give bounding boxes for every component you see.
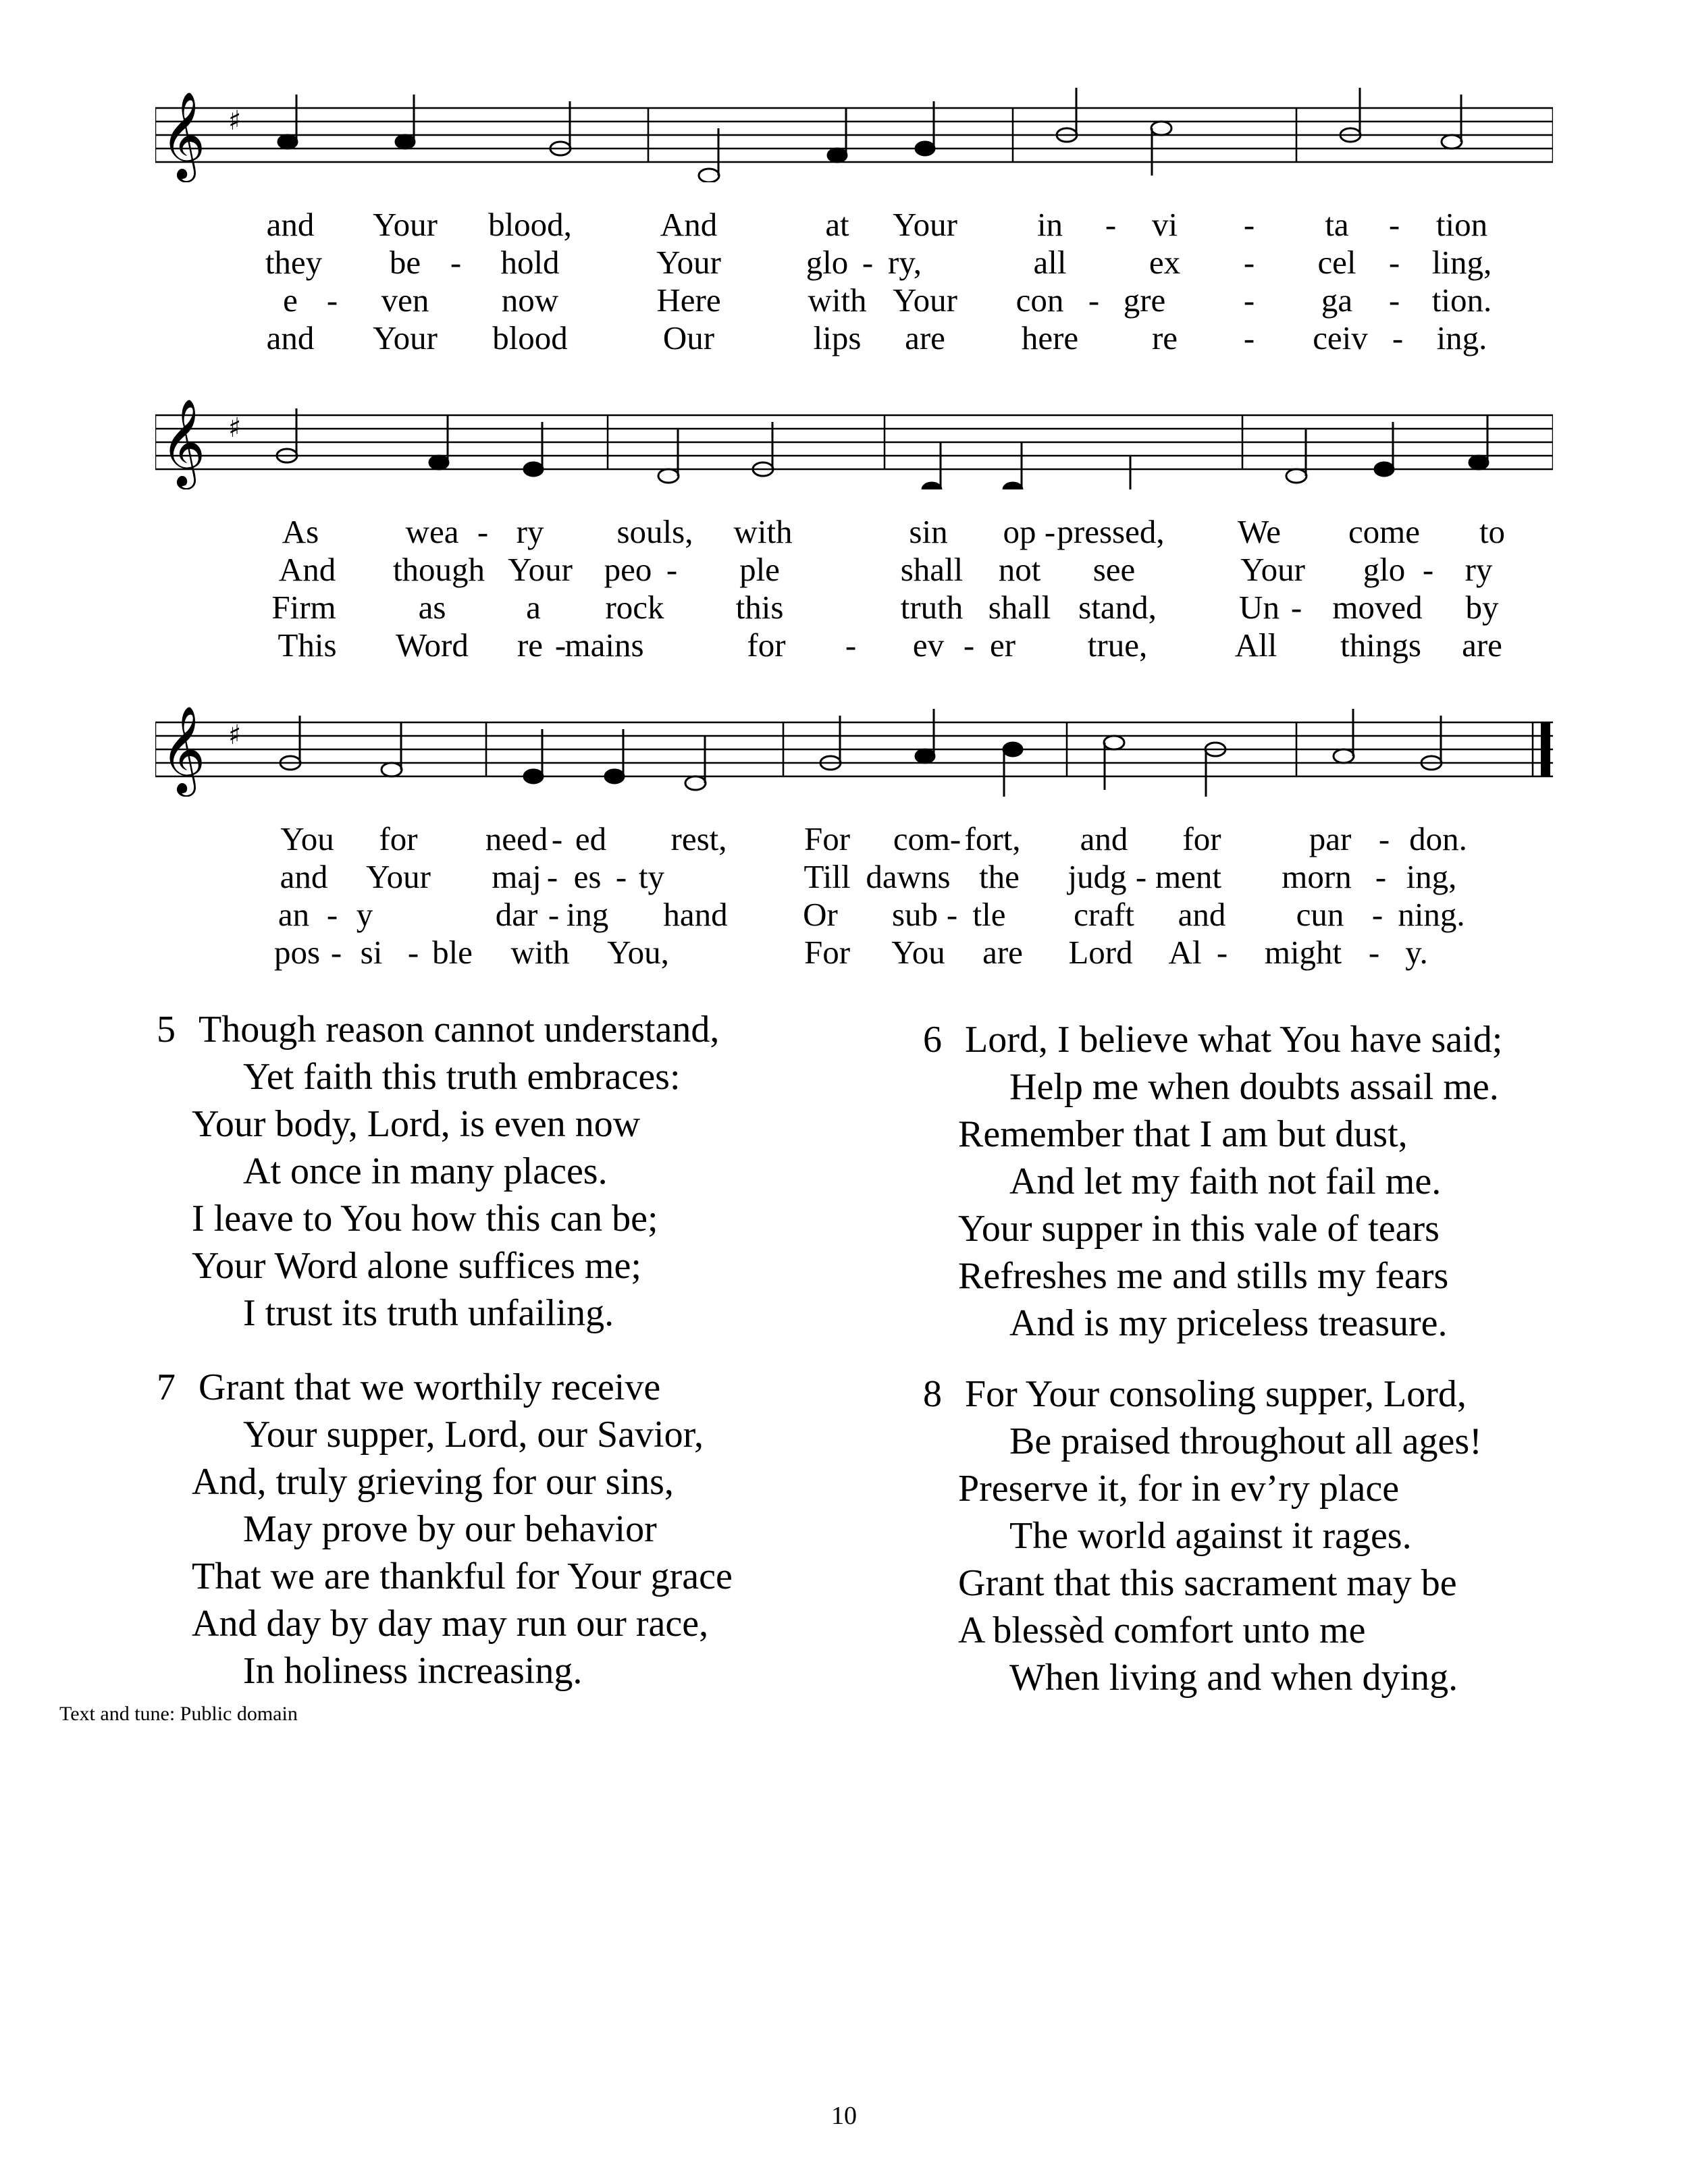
lyric-syllable: be	[389, 244, 421, 281]
hyphen: -	[1243, 244, 1255, 281]
verse-line: Help me when doubts assail me.	[1009, 1066, 1499, 1108]
lyric-line	[155, 934, 1553, 971]
lyric-syllable: for	[379, 820, 418, 857]
lyric-syllable: judg	[1067, 858, 1127, 895]
lyric-syllable: need	[485, 820, 548, 857]
lyric-syllable: truth	[900, 589, 964, 626]
lyric-syllable: rest,	[670, 820, 727, 857]
hyphen: -	[1388, 244, 1400, 281]
final-barline	[1541, 722, 1550, 776]
lyric-syllable: mains	[564, 627, 644, 664]
hyphen: -	[949, 820, 961, 857]
verse-line: Refreshes me and stills my fears	[958, 1255, 1449, 1297]
hyphen: -	[450, 244, 462, 281]
lyric-line	[155, 513, 1553, 551]
verse-line: When living and when dying.	[1009, 1657, 1458, 1699]
treble-clef-icon: 𝄞	[161, 91, 206, 179]
verse-line: Preserve it, for in ev’ry place	[958, 1468, 1400, 1510]
lyric-line	[155, 896, 1553, 934]
page-number: 10	[831, 2102, 857, 2130]
verse-number: 8	[923, 1373, 942, 1415]
verse-line: I leave to You how this can be;	[192, 1198, 658, 1240]
lyric-syllable: might	[1264, 934, 1342, 971]
verse-5	[157, 1006, 719, 1337]
verse-6	[923, 1016, 1502, 1347]
verse-line: At once in many places.	[243, 1150, 608, 1192]
hyphen: -	[1243, 282, 1255, 319]
lyric-syllable: and	[266, 319, 315, 356]
lyric-line	[155, 244, 1553, 282]
lyric-syllable: ment	[1155, 858, 1221, 895]
hyphen: -	[1290, 589, 1302, 626]
hyphen: -	[845, 627, 857, 664]
lyric-syllable: We	[1237, 513, 1282, 550]
lyric-syllable: Firm	[271, 589, 336, 626]
lyric-syllable: re	[1151, 319, 1178, 356]
lyric-syllable: all	[1033, 244, 1067, 281]
hyphen: -	[548, 896, 560, 933]
verse-line: Your supper, Lord, our Savior,	[243, 1414, 704, 1456]
lyric-syllable: shall	[900, 551, 964, 588]
lyric-syllable: for	[1182, 820, 1221, 857]
lyric-syllable: shall	[988, 589, 1051, 626]
verse-line: A blessèd comfort unto me	[958, 1609, 1366, 1651]
lyric-syllable: they	[265, 244, 323, 281]
hyphen: -	[546, 858, 558, 895]
verse-line: Remember that I am but dust,	[958, 1113, 1408, 1155]
lyric-syllable: with	[510, 934, 570, 971]
lyric-syllable: an	[278, 896, 310, 933]
lyric-syllable: maj	[492, 858, 542, 895]
lyric-syllable: Your	[366, 858, 431, 895]
lyric-syllable: Here	[656, 282, 721, 319]
lyric-syllable: lips	[813, 319, 862, 356]
lyric-syllable: es	[573, 858, 602, 895]
lyric-syllable: This	[278, 627, 337, 664]
lyric-syllable: are	[1462, 627, 1502, 664]
lyric-syllable: Lord	[1068, 934, 1133, 971]
lyric-syllable: and	[1080, 820, 1128, 857]
lyric-syllable: Your	[656, 244, 721, 281]
hyphen: -	[1243, 319, 1255, 356]
lyric-syllable: com	[893, 820, 951, 857]
verse-line: Your supper in this vale of tears	[958, 1208, 1440, 1250]
lyric-syllable: pos	[273, 934, 321, 971]
hyphen: -	[551, 820, 563, 857]
lyric-syllable: For	[803, 934, 851, 971]
lyric-syllable: hold	[500, 244, 560, 281]
lyric-line	[155, 206, 1553, 244]
lyric-syllable: with	[808, 282, 867, 319]
verse-line: And day by day may run our race,	[192, 1603, 709, 1645]
lyric-syllable: ceiv	[1313, 319, 1368, 356]
lyric-syllable: here	[1021, 319, 1079, 356]
lyric-syllable: now	[501, 282, 559, 319]
lyric-syllable: ble	[432, 934, 473, 971]
lyric-syllable: glo	[1363, 551, 1406, 588]
hyphen: -	[1216, 934, 1228, 971]
verse-8	[923, 1370, 1482, 1701]
lyric-syllable: Your	[893, 282, 957, 319]
lyric-syllable: ed	[575, 820, 607, 857]
lyric-syllable: not	[998, 551, 1041, 588]
lyric-line	[155, 551, 1553, 589]
lyric-syllable: ing	[566, 896, 609, 933]
verse-number: 6	[923, 1019, 942, 1061]
hyphen: -	[1105, 206, 1117, 243]
verse-line: And, truly grieving for our sins,	[192, 1461, 674, 1503]
music-staff-1	[155, 74, 1553, 182]
lyric-line	[155, 858, 1553, 896]
verse-line: And let my faith not fail me.	[1009, 1161, 1442, 1202]
lyric-syllable: this	[735, 589, 784, 626]
verse-line: Grant that we worthily receive	[199, 1366, 661, 1408]
lyric-syllable: ry,	[888, 244, 922, 281]
hyphen: -	[615, 858, 627, 895]
lyric-syllable: For	[803, 820, 851, 857]
lyric-syllable: dar	[495, 896, 538, 933]
lyric-syllable: glo	[806, 244, 849, 281]
lyric-syllable: You	[280, 820, 334, 857]
sharp-icon: ♯	[228, 720, 242, 751]
hyphen: -	[1422, 551, 1434, 588]
lyric-syllable: Our	[662, 319, 715, 356]
verse-line: Yet faith this truth embraces:	[243, 1056, 681, 1098]
copyright-credit: Text and tune: Public domain	[59, 1703, 298, 1725]
lyric-syllable: blood,	[488, 206, 572, 243]
lyric-syllable: e	[283, 282, 298, 319]
lyric-syllable: cel	[1317, 244, 1356, 281]
lyric-syllable: And	[660, 206, 718, 243]
lyric-syllable: y.	[1405, 934, 1428, 971]
hyphen: -	[326, 896, 338, 933]
lyric-syllable: Your	[1240, 551, 1305, 588]
lyric-syllable: blood	[492, 319, 568, 356]
hyphen: -	[330, 934, 342, 971]
verse-line: Be praised throughout all ages!	[1009, 1420, 1482, 1462]
lyric-syllable: moved	[1332, 589, 1423, 626]
lyric-syllable: sin	[909, 513, 948, 550]
lyric-syllable: ple	[739, 551, 780, 588]
lyric-syllable: as	[418, 589, 446, 626]
hyphen: -	[963, 627, 975, 664]
sharp-icon: ♯	[228, 105, 242, 136]
hyphen: -	[1371, 896, 1383, 933]
lyric-syllable: things	[1340, 627, 1421, 664]
lyric-syllable: y	[356, 896, 373, 933]
lyric-syllable: You	[891, 934, 945, 971]
verse-line: The world against it rages.	[1009, 1515, 1412, 1557]
lyric-line	[155, 282, 1553, 319]
lyric-syllable: ven	[381, 282, 429, 319]
lyric-syllable: op	[1003, 513, 1036, 550]
lyric-syllable: cun	[1296, 896, 1344, 933]
lyric-syllable: ex	[1149, 244, 1181, 281]
lyric-syllable: re	[517, 627, 544, 664]
verse-line: For Your consoling supper, Lord,	[965, 1373, 1467, 1415]
hyphen: -	[1368, 934, 1380, 971]
lyric-syllable: by	[1465, 589, 1499, 626]
lyric-syllable: see	[1092, 551, 1136, 588]
hyphen: -	[946, 896, 958, 933]
lyric-syllable: Al	[1168, 934, 1202, 971]
lyric-syllable: fort,	[964, 820, 1021, 857]
treble-clef-icon: 𝄞	[161, 398, 206, 486]
verse-line: And is my priceless treasure.	[1009, 1302, 1448, 1344]
lyric-syllable: and	[266, 206, 315, 243]
lyric-syllable: ing,	[1406, 858, 1457, 895]
verse-number: 5	[157, 1009, 176, 1050]
lyric-syllable: morn	[1282, 858, 1352, 895]
lyric-syllable: ling,	[1431, 244, 1492, 281]
lyric-syllable: sub	[891, 896, 939, 933]
music-staff-3	[155, 689, 1553, 797]
lyric-syllable: Or	[803, 896, 838, 933]
verse-line: In holiness increasing.	[243, 1650, 583, 1692]
verse-line: That we are thankful for Your grace	[192, 1555, 733, 1597]
verse-line: May prove by our behavior	[243, 1508, 657, 1550]
hyphen: -	[666, 551, 678, 588]
hyphen: -	[1088, 282, 1100, 319]
lyric-syllable: tle	[972, 896, 1006, 933]
lyric-line	[155, 589, 1553, 627]
lyric-syllable: And	[278, 551, 336, 588]
lyric-syllable: Your	[508, 551, 573, 588]
lyric-syllable: and	[280, 858, 328, 895]
lyric-syllable: Un	[1239, 589, 1280, 626]
hyphen: -	[477, 513, 489, 550]
hyphen: -	[1388, 282, 1400, 319]
lyric-syllable: er	[989, 627, 1016, 664]
lyric-syllable: ry	[1465, 551, 1493, 588]
lyric-syllable: Your	[893, 206, 957, 243]
hyphen: -	[1243, 206, 1255, 243]
verse-line: Your body, Lord, is even now	[192, 1103, 641, 1145]
lyric-syllable: ry	[516, 513, 544, 550]
lyric-syllable: ning.	[1398, 896, 1465, 933]
lyric-syllable: wea	[405, 513, 459, 550]
hyphen: -	[407, 934, 419, 971]
lyric-syllable: true,	[1087, 627, 1148, 664]
lyric-syllable: si	[360, 934, 383, 971]
lyric-syllable: craft	[1074, 896, 1134, 933]
lyric-syllable: ing.	[1436, 319, 1487, 356]
hyphen: -	[1378, 820, 1390, 857]
lyric-syllable: You,	[607, 934, 669, 971]
hyphen: -	[1388, 206, 1400, 243]
lyric-syllable: pressed,	[1057, 513, 1165, 550]
lyric-syllable: rock	[605, 589, 664, 626]
lyric-syllable: gre	[1123, 282, 1166, 319]
verse-line: Lord, I believe what You have said;	[965, 1019, 1503, 1061]
lyric-syllable: at	[825, 206, 849, 243]
hyphen: -	[1044, 513, 1056, 550]
lyric-syllable: Your	[373, 319, 438, 356]
music-staff-2	[155, 381, 1553, 489]
lyric-syllable: are	[982, 934, 1023, 971]
lyric-syllable: a	[526, 589, 541, 626]
hyphen: -	[1135, 858, 1147, 895]
lyric-syllable: ev	[912, 627, 945, 664]
lyric-line	[155, 319, 1553, 357]
lyric-syllable: dawns	[866, 858, 951, 895]
lyric-syllable: and	[1178, 896, 1226, 933]
verse-line: Though reason cannot understand,	[199, 1009, 720, 1050]
lyric-line	[155, 820, 1553, 858]
verse-line: Your Word alone suffices me;	[192, 1245, 641, 1287]
verse-line: Grant that this sacrament may be	[958, 1562, 1457, 1604]
treble-clef-icon: 𝄞	[161, 705, 206, 793]
lyric-line	[155, 627, 1553, 664]
lyric-syllable: come	[1348, 513, 1421, 550]
verse-line: I trust its truth unfailing.	[243, 1292, 614, 1334]
lyric-syllable: the	[979, 858, 1020, 895]
hyphen: -	[554, 627, 566, 664]
lyric-syllable: par	[1309, 820, 1352, 857]
lyric-syllable: are	[905, 319, 945, 356]
lyric-syllable: with	[733, 513, 793, 550]
verse-7	[157, 1364, 733, 1695]
lyric-syllable: Word	[396, 627, 469, 664]
lyric-syllable: don.	[1409, 820, 1467, 857]
lyric-syllable: con	[1016, 282, 1064, 319]
lyric-syllable: souls,	[616, 513, 693, 550]
verse-number: 7	[157, 1366, 176, 1408]
lyric-syllable: tion	[1435, 206, 1488, 243]
lyric-syllable: hand	[663, 896, 728, 933]
lyric-syllable: vi	[1151, 206, 1178, 243]
lyric-syllable: ga	[1321, 282, 1353, 319]
lyric-syllable: As	[282, 513, 319, 550]
lyric-syllable: for	[747, 627, 786, 664]
sharp-icon: ♯	[228, 412, 242, 444]
lyric-syllable: ta	[1325, 206, 1349, 243]
lyric-syllable: to	[1479, 513, 1506, 550]
hyphen: -	[1392, 319, 1404, 356]
lyric-syllable: tion.	[1431, 282, 1492, 319]
lyric-syllable: in	[1036, 206, 1063, 243]
hyphen: -	[326, 282, 338, 319]
hyphen: -	[862, 244, 874, 281]
lyric-syllable: Your	[373, 206, 438, 243]
lyric-syllable: though	[392, 551, 485, 588]
lyric-syllable: Till	[803, 858, 851, 895]
lyric-syllable: stand,	[1078, 589, 1157, 626]
lyric-syllable: peo	[604, 551, 652, 588]
lyric-syllable: ty	[638, 858, 665, 895]
lyric-syllable: All	[1234, 627, 1277, 664]
hyphen: -	[1375, 858, 1387, 895]
